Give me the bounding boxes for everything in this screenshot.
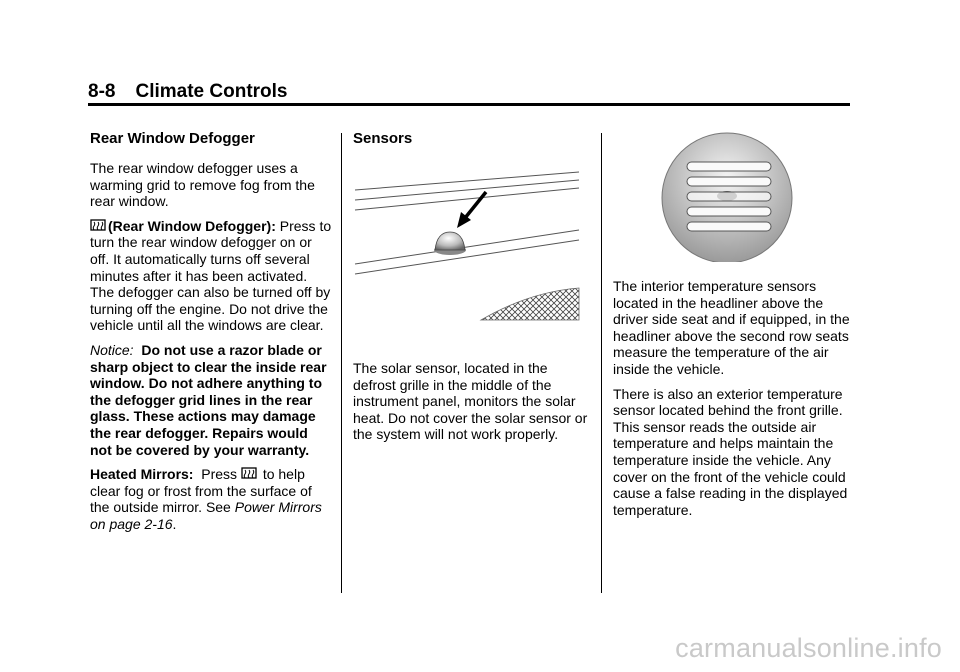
heated-mirrors-label: Heated Mirrors: [90, 466, 194, 483]
heated-end: . [172, 515, 177, 532]
heated-mirrors [90, 466, 332, 532]
watermark: carmanualsonline.info [675, 633, 942, 663]
interior-temperature-sensor-illustration [613, 130, 843, 262]
heading-rear-window-defogger: Rear Window Defogger [90, 130, 255, 147]
section-title: Climate Controls [135, 81, 288, 102]
solar-sensor-text: The solar sensor, located in the defrost grille in the middle of the instrument panel, monitors the solar heat. Do not cover the solar sensor or the system will not work properly. [353, 360, 588, 443]
header-rule [88, 103, 850, 106]
page-number: 8-8 [88, 81, 116, 102]
column-temperature-sensors [613, 130, 851, 526]
page-header [88, 80, 850, 104]
exterior-sensor-text: There is also an exterior temperature sensor located behind the front grille. This sensor reads the outside air temperature and helps maintain the temperature inside the vehicle. Any cover on the front of the vehicle could cause a false reading in the displayed temperature. [613, 385, 848, 518]
column-sensors [353, 130, 591, 451]
solar-sensor-illustration [353, 168, 581, 328]
interior-sensor-text: The interior temperature sensors located in the headliner above the driver side seat and if equipped, in the headliner above the second row seats measure the temperature of the air inside the vehicle. [613, 278, 850, 377]
defogger-text: Press to turn the rear window defogger on or off. It automatically turns off several minutes after it has been activated. The defogger can also be turned off by turning off the engine. Do not drive the vehicle until all the windows are clear. [90, 217, 332, 334]
column-divider-1 [341, 133, 342, 593]
notice [90, 342, 332, 458]
heading-sensors: Sensors [353, 130, 413, 147]
defogger-label: (Rear Window Defogger): [108, 217, 276, 234]
column-rear-window-defogger [90, 130, 332, 540]
heated-text-1: Press [201, 466, 238, 483]
notice-text: Do not use a razor blade or sharp object to clear the inside rear window. Do not adhere anything to the defogger grid lines in the rear glass. These actions may damage the rear defogger. Repairs would not be covered by your warranty. [90, 341, 327, 458]
rear-defog-icon [90, 219, 106, 233]
power-mirrors-link[interactable]: Power Mirrors on page 2-16 [90, 499, 322, 532]
notice-label: Notice: [90, 341, 134, 358]
column-divider-2 [601, 133, 602, 593]
heated-text-2: to help clear fog or frost from the surface of the outside mirror. See [90, 466, 312, 516]
defogger-intro: The rear window defogger uses a warming grid to remove fog from the rear window. [90, 160, 315, 210]
defogger-button-description [90, 218, 332, 334]
rear-defog-icon [241, 467, 257, 481]
